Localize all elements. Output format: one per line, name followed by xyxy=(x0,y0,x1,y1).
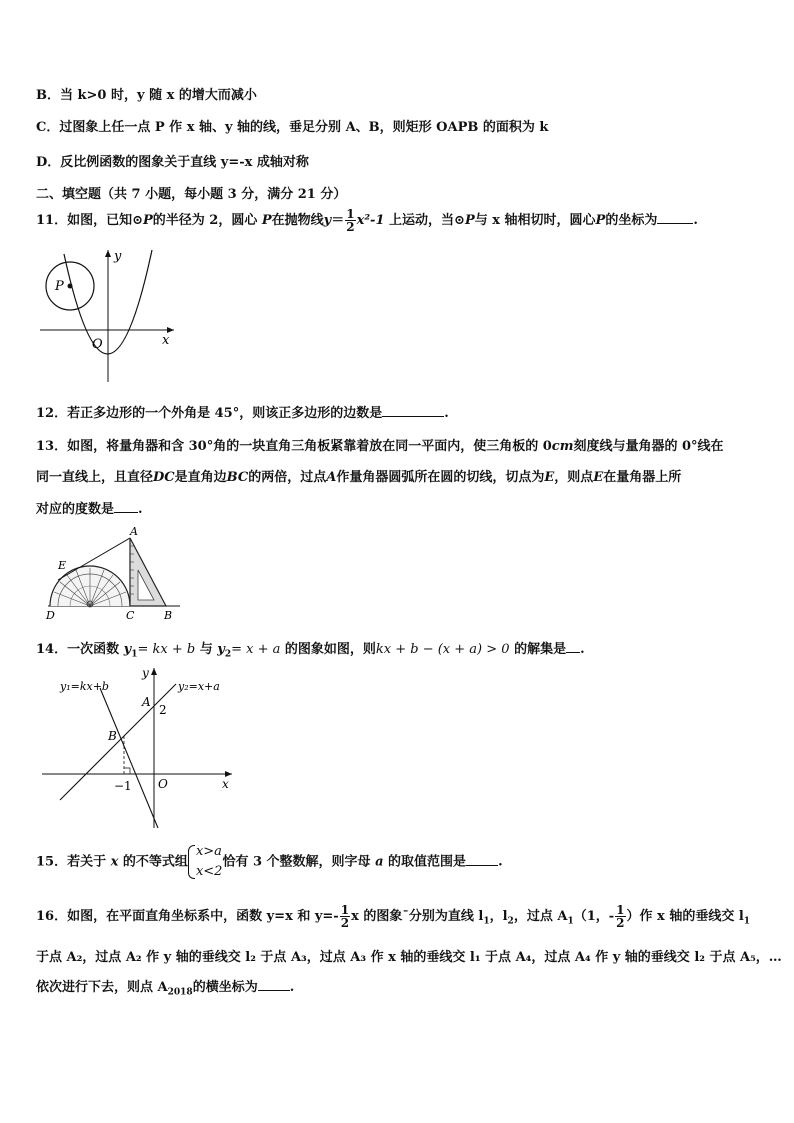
right-angle-mark xyxy=(124,768,130,774)
question-13-line-1: 13．如图，将量角器和含 30°角的一块直角三角板紧靠着放在同一平面内，使三角板的 0cm刻度线与量角器的 0°线在 xyxy=(36,439,724,454)
option-d: D．反比例函数的图象关于直线 y=-x 成轴对称 xyxy=(36,155,309,170)
inequality-system: x>a x<2 xyxy=(188,842,223,882)
label-x: x xyxy=(222,777,229,791)
question-11: 11．如图，已知⊙P的半径为 2，圆心 P在抛物线y＝ $\frac{1}{2}$ x²-1 上运动，当⊙P与 x 轴相切时，圆心P的坐标为 . xyxy=(36,207,698,234)
question-12: 12．若正多边形的一个外角是 45°，则该正多边形的边数是 . xyxy=(36,406,449,421)
label-two: 2 xyxy=(159,703,167,717)
label-a: A xyxy=(142,695,151,709)
label-line-y1: y₁=kx+b xyxy=(60,680,109,693)
figure-14 xyxy=(38,664,238,832)
label-line-y2: y₂=x+a xyxy=(178,680,220,693)
y-arrow-icon xyxy=(151,668,157,675)
label-o: O xyxy=(92,337,103,352)
label-e: E xyxy=(58,559,67,572)
label-c: C xyxy=(126,609,135,622)
option-b: B．当 k>0 时，y 随 x 的增大而减小 xyxy=(36,88,257,103)
question-14: 14．一次函数 $y_1=$ kx + b 与 $y_2= x + a$ 的图象如图，则kx + b − (x + a) > 0 的解集是 . xyxy=(36,642,585,660)
label-d: D xyxy=(46,609,55,622)
question-13-line-2: 同一直线上，且直径DC是直角边BC的两倍，过点A作量角器圆弧所在圆的切线，切点为E，则点E在量角器上所 xyxy=(36,470,682,485)
line-y1 xyxy=(100,688,158,828)
y-arrow-icon xyxy=(105,250,111,257)
answer-blank xyxy=(566,640,580,653)
label-y: y xyxy=(142,666,149,680)
answer-blank xyxy=(382,404,444,417)
figure-11 xyxy=(36,246,178,386)
label-a: A xyxy=(130,525,138,538)
option-c: C．过图象上任一点 P 作 x 轴、y 轴的线，垂足分别 A、B，则矩形 OAPB 的面积为 k xyxy=(36,120,549,135)
answer-blank xyxy=(114,500,138,513)
label-neg1: −1 xyxy=(114,779,132,793)
answer-blank xyxy=(466,853,498,866)
label-b: B xyxy=(164,609,173,622)
question-16-line-1: 16．如图，在平面直角坐标系中，函数 y=x 和 y=- $\frac{1}{2}$ x 的图象ˉ分别为直线 $l_1$，$l_2$，过点 $A_1(1$，- $\frac{1}{2}$ ）作 x 轴的垂线交 $l_1$ xyxy=(36,903,751,930)
question-13-line-3: 对应的度数是 . xyxy=(36,502,143,517)
label-p: P xyxy=(55,279,64,294)
label-b: B xyxy=(108,729,117,743)
figure-13 xyxy=(40,524,190,624)
label-o: O xyxy=(158,777,168,791)
answer-blank xyxy=(657,211,693,224)
label-x: x xyxy=(162,333,170,348)
question-16-line-2: 于点 A₂，过点 A₂ 作 y 轴的垂线交 l₂ 于点 A₃，过点 A₃ 作 x 轴的垂线交 l₁ 于点 A₄，过点 A₄ 作 y 轴的垂线交 l₂ 于点 A₅，… xyxy=(36,950,782,965)
label-y: y xyxy=(114,249,122,264)
answer-blank xyxy=(258,978,290,991)
question-16-line-3: 依次进行下去，则点 $A_{2018}$的横坐标为 . xyxy=(36,980,295,998)
section-title: 二、填空题（共 7 小题，每小题 3 分，满分 21 分） xyxy=(36,187,347,202)
question-15: 15．若关于 x 的不等式组 x>a x<2 恰有 3 个整数解，则字母 a 的取值范围是 . xyxy=(36,842,503,882)
